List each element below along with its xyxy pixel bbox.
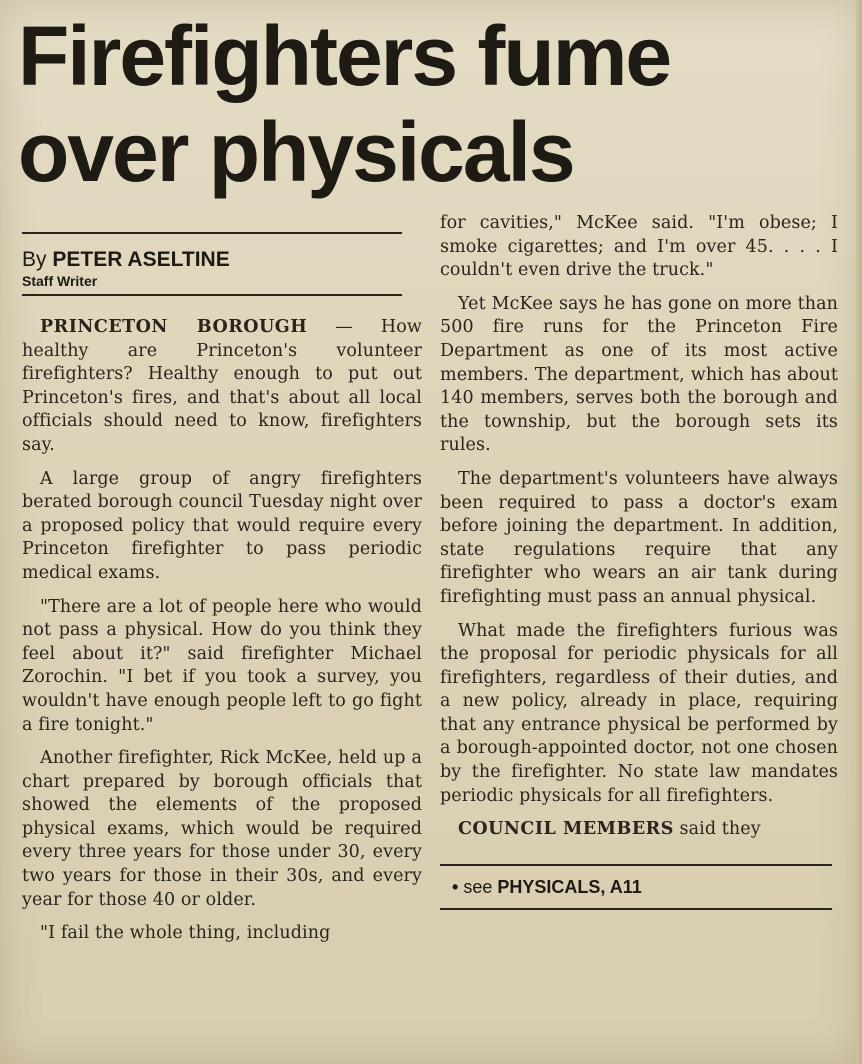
byline [22,248,422,272]
paragraph-7: Yet McKee says he has gone on more than 500 fire runs for the Princeton Fire Department as one of its most active members. The department, which has about 140 members, serves both the borough and the township, but the borough sets its rules. [440,293,838,456]
jump-top-rule [440,864,832,866]
paragraph-4: Another firefighter, Rick McKee, held up a chart prepared by borough officials that showed the elements of the proposed physical exams, which would be required every three years for those under 30, every two years for those in their 30s, and every year for those 40 or older. [22,748,422,910]
left-column [22,232,422,956]
dateline: PRINCETON BOROUGH [40,317,308,337]
right-column [440,212,838,910]
paragraph-10 [440,818,838,842]
paragraph-6: for cavities," McKee said. "I'm obese; I smoke cigarettes; and I'm over 45. . . . I couldn't even drive the truck." [440,213,838,281]
paragraph-5: "I fail the whole thing, including [40,923,331,944]
jump-bullet: • [452,876,459,897]
jump-see: see [463,876,493,897]
headline-line-2: over physicals [18,105,574,199]
headline-line-1: Firefighters fume [18,9,671,103]
paragraph-10-text: said they [673,819,761,840]
paragraph-2: A large group of angry firefighters berated borough council Tuesday night over a proposed policy that would require every Princeton firefighter to pass periodic medical exams. [22,468,422,583]
lead-text: — How healthy are Princeton's volunteer firefighters? Healthy enough to put out Princeton's fires, and that's about all local officials should need to know, firefighters say. [22,317,422,455]
paragraph-8: The department's volunteers have always been required to pass a doctor's exam before joining the department. In addition, state regulations require that any firefighter who wears an air tank during firefighting must pass an annual physical. [440,468,838,607]
byline-top-rule [22,232,402,234]
paragraph-9: What made the firefighters furious was the proposal for periodic physicals for all firefighters, regardless of their duties, and a new policy, already in place, requiring that any entrance physical be performed by a borough-appointed doctor, not one chosen by the firefighter. No state law mandates periodic physicals for all firefighters. [440,620,838,806]
headline [18,8,848,200]
lead-paragraph [22,316,422,458]
paragraph-3: "There are a lot of people here who would not pass a physical. How do you think they feel about it?" said firefighter Michael Zorochin. "I bet if you took a survey, you wouldn't have enough people left to go fight a fire tonight." [22,596,422,735]
paper-edge [856,0,862,1064]
jump-bottom-rule [440,908,832,910]
byline-bottom-rule [22,294,402,296]
subhead-caps: COUNCIL MEMBERS [458,819,674,840]
byline-by: By [22,248,47,271]
jump-reference: PHYSICALS, A11 [497,876,642,897]
byline-name: PETER ASELTINE [52,248,230,271]
jump-line [440,876,838,898]
byline-title: Staff Writer [22,273,98,289]
